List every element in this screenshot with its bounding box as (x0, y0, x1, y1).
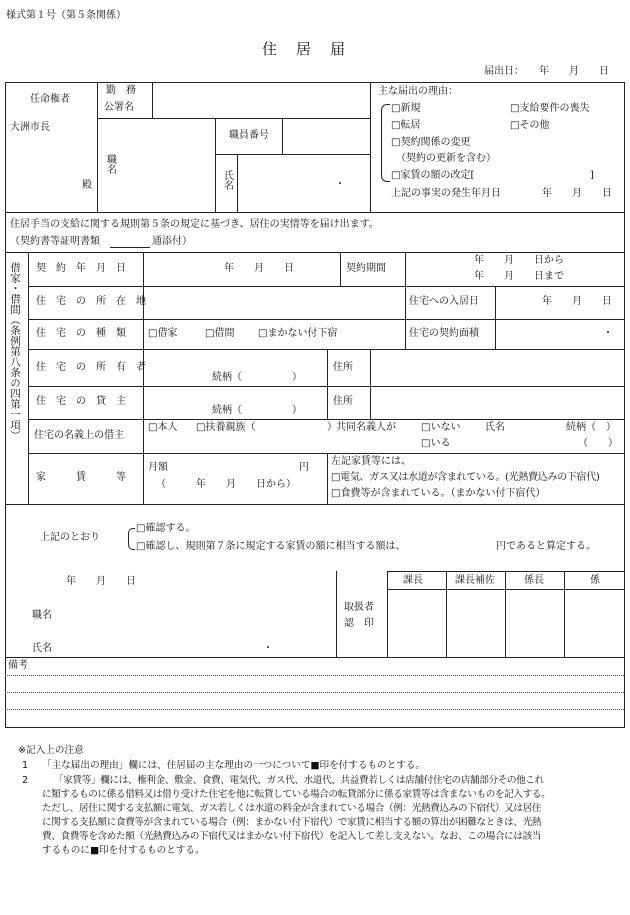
note-2-number: 2 (22, 775, 29, 786)
co-name-label-2: 氏名 (485, 422, 505, 433)
notes-title: ※記入上の注意 (18, 745, 84, 756)
note-2-line-1: 「家賃等」欄には、権利金、敷金、食費、電気代、ガス代、水道代、共益費若しくは店舗付住宅の店舗部分その他これ (54, 775, 544, 786)
dono-label: 殿 (82, 180, 92, 191)
rent-includes-utilities[interactable]: □ 電気、ガス又は水道が含まれている。(光熱費込みの下宿代) (331, 472, 600, 485)
nominal-label: 住宅の名義上の借主 (34, 430, 124, 441)
note-1-text: 「主な届出の理由」欄には、住居届の主な理由の一つについて■印を付するものとする。 (42, 760, 426, 771)
location-field[interactable] (145, 288, 403, 317)
location-label: 住 宅 の 所 在 地 (36, 296, 146, 307)
confirm-yes[interactable]: □ 確認する。 (136, 523, 195, 536)
handler-position-label: 職名 (32, 610, 52, 621)
appointer-label: 任命権者 (30, 94, 70, 105)
monthly-label: 月額 (148, 462, 168, 473)
name-field[interactable] (239, 156, 368, 210)
reasons-header: 主な届出の理由： (378, 86, 458, 97)
note-2-line-4: に関する支払額に食費等が含まれている場合（例：まかない付下宿代）で家賃に相当する額の算出が困難なときは、光熱 (42, 817, 542, 828)
attachment-b: 通添付） (152, 236, 192, 247)
lender-label: 住 宅 の 貸 主 (36, 396, 126, 407)
house-type-label: 住 宅 の 種 類 (36, 328, 126, 339)
note-2-line-2: に類するものに係る借料又は借り受けた住宅を他に転貸している場合の転貸部分に係る家賃等は含まないものを記入する。 (42, 789, 551, 800)
note-2-line-6: するものに■印を付するものとする。 (42, 845, 205, 856)
owner-address-field[interactable] (372, 351, 622, 384)
reasons-brace (381, 104, 390, 182)
reason-move[interactable]: □ 転居 (391, 120, 420, 133)
rent-label: 家 賃 等 (36, 472, 126, 483)
lender-address-field[interactable] (372, 388, 622, 417)
dot-mark: ・ (335, 179, 345, 190)
rent-includes-meals[interactable]: □ 食費等が含まれている。（まかない付下宿代） (331, 488, 545, 501)
yen-label: 円 (299, 462, 309, 473)
handler-seal-a: 取扱者 (344, 602, 374, 613)
confirm-calculated[interactable]: □ 確認し、規則第７条に規定する家賃の額に相当する額は、 (136, 541, 405, 554)
lender-relation[interactable]: 続柄（ ） (212, 405, 302, 416)
stamp-header-staff: 係 (590, 575, 600, 586)
confirm-brace (128, 528, 135, 550)
house-type-boarding[interactable]: □ まかない付下宿 (258, 328, 337, 341)
contract-date-label: 契 約 年 月 日 (36, 263, 126, 274)
contract-period-label: 契約期間 (346, 263, 386, 274)
handler-name-dot[interactable]: ・ (263, 643, 273, 654)
owner-relation[interactable]: 続柄（ ） (212, 372, 302, 383)
reason-rent-revision[interactable]: □ 家賃の額の改定[ (391, 170, 474, 183)
contract-date-value[interactable]: 年 月 日 (224, 263, 294, 274)
remarks-label: 備考 (8, 660, 28, 671)
side-label: 借家・借間（条例第八条の四第一項） (9, 262, 21, 441)
declaration-text: 住居手当の支給に関する規則第５条の規定に基づき、居住の実情等を届け出ます。 (10, 219, 379, 230)
position-field[interactable] (120, 120, 213, 210)
occurrence-date[interactable]: 年 月 日 (542, 188, 612, 199)
reason-new[interactable]: □ 新規 (391, 103, 420, 116)
owner-label: 住 宅 の 所 有 者 (36, 362, 146, 373)
confirm-label: 上記のとおり (40, 532, 100, 543)
workplace-label-2: 公署名 (104, 102, 134, 113)
name-label: 氏名 (221, 170, 233, 190)
lender-address-label: 住所 (333, 396, 353, 407)
note-1-number: 1 (22, 760, 29, 771)
reason-other[interactable]: □ その他 (510, 120, 549, 133)
occurrence-label: 上記の事実の発生年月日 (391, 188, 501, 199)
area-label: 住宅の契約面積 (409, 328, 479, 339)
reason-contract-note: （契約の更新を含む） (396, 153, 496, 164)
move-in-value[interactable]: 年 月 日 (542, 296, 612, 307)
contract-period-from[interactable]: 年 月 日から (474, 255, 564, 266)
mayor-name: 大洲市長 (10, 122, 50, 133)
move-in-label: 住宅への入居日 (409, 296, 479, 307)
reason-contract-change[interactable]: □ 契約関係の変更 (391, 137, 470, 150)
attachment-a: （契約書等証明書類 (10, 236, 100, 247)
house-type-rental-house[interactable]: □ 借家 (148, 328, 177, 341)
staff-no-field[interactable] (284, 120, 368, 152)
note-2-line-3: ただし、居住に関する支払額に電気、ガス若しくは水道の料金が含まれている場合（例：光熱費込みの下宿代）又は居住 (42, 803, 542, 814)
nominal-dependent[interactable]: □ 扶養親族（ (196, 422, 255, 435)
reason-rent-close: ] (590, 170, 594, 181)
owner-address-label: 住所 (333, 362, 353, 373)
reason-loss[interactable]: □ 支給要件の喪失 (510, 103, 589, 116)
workplace-label-1: 勤 務 (106, 85, 136, 96)
rent-from[interactable]: （ 年 月 日から） (156, 479, 296, 490)
nominal-self[interactable]: □ 本人 (148, 422, 177, 435)
nominal-close: ） (327, 422, 337, 433)
form-number: 様式第１号（第５条関係） (6, 10, 126, 21)
workplace-field[interactable] (154, 84, 368, 116)
stamp-header-section-chief: 課長 (403, 575, 423, 586)
staff-no-label: 職員番号 (229, 130, 269, 141)
handler-seal-b: 認 印 (344, 618, 374, 629)
rent-note: 左記家賃等には、 (331, 456, 411, 467)
co-relation-blank[interactable]: （ ） (578, 438, 618, 449)
co-exists[interactable]: □ いる (421, 438, 450, 451)
note-2-line-5: 費、食費等を含めた額（光熱費込みの下宿代又はまかない付下宿代）を記入して差し支えない。なお、この場合には該当 (42, 831, 542, 842)
stamp-header-assistant-chief: 課長補佐 (455, 575, 495, 586)
handler-name-label: 氏名 (32, 643, 52, 654)
stamp-header-subsection-chief: 係長 (524, 575, 544, 586)
confirm-date[interactable]: 年 月 日 (66, 576, 136, 587)
co-name-label: 共同名義人が (336, 422, 396, 433)
house-type-rental-room[interactable]: □ 借間 (205, 328, 234, 341)
co-none[interactable]: □ いない (421, 422, 460, 435)
contract-period-to[interactable]: 年 月 日まで (474, 271, 564, 282)
attachment-count-line[interactable] (110, 247, 150, 248)
page-title: 住 居 届 (262, 40, 348, 58)
submit-date[interactable]: 届出日： 年 月 日 (484, 66, 609, 77)
position-label: 職名 (104, 154, 116, 174)
co-relation[interactable]: 続柄（ ） (566, 422, 616, 433)
confirm-end: 円であると算定する。 (496, 541, 596, 552)
area-dot[interactable]: ・ (603, 328, 613, 339)
